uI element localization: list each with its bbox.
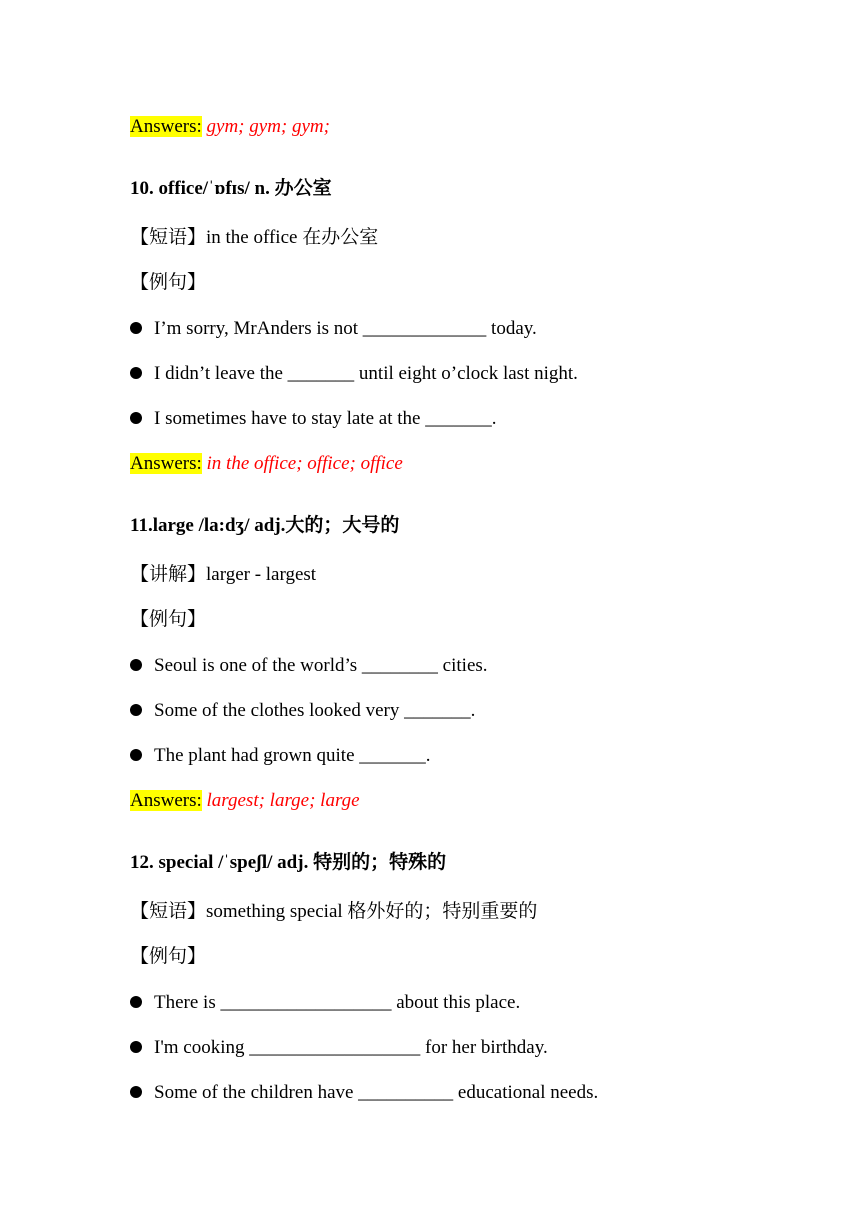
bullet-icon (130, 996, 142, 1008)
bullet-icon (130, 322, 142, 334)
bullet-icon (130, 412, 142, 424)
answers-label: Answers: (130, 116, 202, 137)
answers-label: Answers: (130, 453, 202, 474)
bullet-icon (130, 659, 142, 671)
answers-text: in the office; office; office (206, 453, 403, 474)
answers-text: gym; gym; gym; (206, 116, 330, 137)
entry-heading-large: 11.large /la:dʒ/ adj.大的；大号的 (130, 515, 400, 536)
bullet-icon (130, 749, 142, 761)
answers-line-11 (130, 788, 820, 814)
bullet-icon (130, 704, 142, 716)
example-label: 【例句】 (130, 272, 207, 293)
answers-label: Answers: (130, 790, 202, 811)
bullet-icon (130, 1041, 142, 1053)
example-sentence: I'm cooking __________________ for her birthday. (130, 1035, 548, 1061)
example-label: 【例句】 (130, 946, 207, 967)
example-sentence: There is __________________ about this place. (130, 990, 520, 1016)
answers-text: largest; large; large (206, 790, 360, 811)
example-sentence: I’m sorry, MrAnders is not _____________ today. (130, 316, 537, 342)
example-label: 【例句】 (130, 609, 207, 630)
entry-heading-special: 12. special /ˈspeʃl/ adj. 特别的；特殊的 (130, 852, 447, 873)
explain-line: 【讲解】larger - largest (130, 564, 317, 585)
bullet-icon (130, 1086, 142, 1098)
example-sentence: Seoul is one of the world’s ________ cities. (130, 653, 488, 679)
answers-line-9 (130, 114, 820, 140)
example-sentence: Some of the children have __________ educational needs. (130, 1080, 598, 1106)
phrase-line: 【短语】in the office 在办公室 (130, 227, 379, 248)
example-sentence: The plant had grown quite _______. (130, 743, 431, 769)
answers-line-10 (130, 451, 820, 477)
example-sentence: Some of the clothes looked very _______. (130, 698, 475, 724)
example-sentence: I sometimes have to stay late at the _______. (130, 406, 496, 432)
example-sentence: I didn’t leave the _______ until eight o’clock last night. (130, 361, 578, 387)
entry-heading-office: 10. office/ˈɒfɪs/ n. 办公室 (130, 178, 332, 199)
bullet-icon (130, 367, 142, 379)
phrase-line: 【短语】something special 格外好的；特别重要的 (130, 901, 538, 922)
